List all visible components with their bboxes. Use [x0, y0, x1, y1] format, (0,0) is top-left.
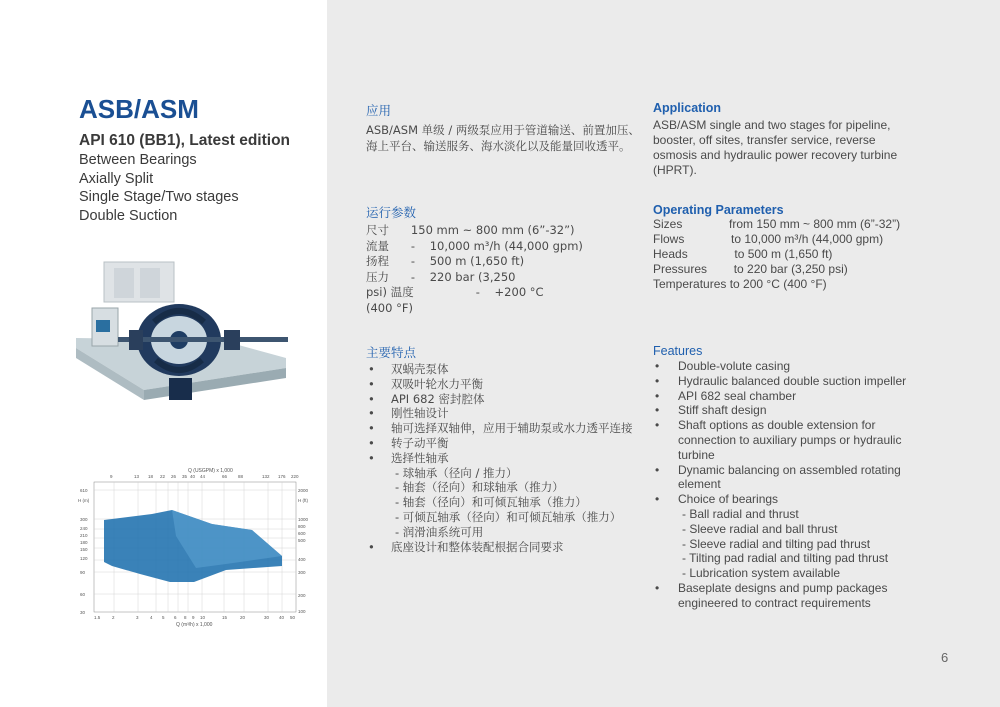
right-tick: 500: [298, 538, 306, 543]
en-application-section: [653, 101, 908, 178]
feature-sub-item: - Ball radial and thrust: [682, 506, 799, 521]
top-tick: 220: [291, 474, 299, 479]
cn-features-section: [366, 343, 641, 554]
left-tick: 240: [80, 526, 88, 531]
bottom-ticks: [94, 615, 296, 620]
left-tick: 150: [80, 547, 88, 552]
cn-operating-row: 扬程 - 500 m (1,650 ft): [366, 254, 525, 269]
feature-item: • 刚性轴设计: [366, 406, 641, 421]
feature-sub-item: - 轴套（径向）和可倾瓦轴承（推力）: [395, 495, 587, 510]
right-tick: 100: [298, 609, 306, 614]
product-description: [79, 151, 239, 225]
en-features-list: [653, 359, 923, 611]
bottom-tick: 50: [290, 615, 296, 620]
top-tick: 132: [262, 474, 270, 479]
description-line: Single Stage/Two stages: [79, 189, 239, 205]
feature-item: • 转子动平衡: [366, 436, 641, 451]
top-tick: 40: [190, 474, 196, 479]
bottom-tick: 6: [174, 615, 177, 620]
top-tick: 35: [182, 474, 188, 479]
bottom-tick: 15: [222, 615, 228, 620]
cn-application-heading: 应用: [366, 103, 392, 118]
description-line: Axially Split: [79, 170, 154, 187]
chart-right-unit: H (ft): [298, 498, 308, 503]
right-ticks: [298, 488, 309, 614]
top-tick: 13: [134, 474, 140, 479]
bottom-tick: 2: [112, 615, 115, 620]
left-tick: 210: [80, 533, 88, 538]
feature-item: • 双吸叶轮水力平衡: [366, 377, 641, 392]
feature-sub-item: - Sleeve radial and ball thrust: [682, 521, 838, 536]
feature-item: • API 682 密封腔体: [366, 392, 641, 407]
bottom-tick: 40: [279, 615, 285, 620]
bottom-tick: 30: [264, 615, 270, 620]
en-features-heading: Features: [653, 344, 703, 358]
left-tick: 610: [80, 488, 88, 493]
left-tick: 120: [80, 556, 88, 561]
pump-cutaway-illustration: [74, 260, 288, 410]
cn-features-list: [366, 362, 641, 554]
feature-sub-item: - 可倾瓦轴承（径向）和可倾瓦轴承（推力）: [395, 509, 622, 524]
bottom-tick: 8: [184, 615, 187, 620]
bottom-tick: 4: [150, 615, 153, 620]
product-title: ASB/ASM: [79, 94, 199, 124]
description-line: Double Suction: [79, 207, 178, 224]
feature-item: • Dynamic balancing on assembled rotating element: [653, 463, 923, 493]
right-tick: 200: [298, 593, 306, 598]
feature-item: • 轴可选择双轴伸，应用于辅助泵或水力透平连接: [366, 421, 641, 436]
feature-item: • 选择性轴承: [366, 451, 641, 466]
left-ticks: [80, 488, 88, 615]
feature-item: • Baseplate designs and pump packages engineered to contract requirements: [653, 581, 923, 611]
feature-sub-item: - Lubrication system available: [682, 566, 841, 581]
page-number: 6: [941, 650, 949, 665]
en-operating-row: Temperatures to 200 °C (400 °F): [653, 277, 827, 291]
left-tick: 30: [80, 610, 86, 615]
cn-features-heading: 主要特点: [366, 345, 417, 360]
bottom-tick: 9: [192, 615, 195, 620]
feature-item: • API 682 seal chamber: [653, 389, 923, 404]
top-tick: 88: [238, 474, 244, 479]
right-tick: 2000: [298, 488, 309, 493]
feature-sub-item: - Sleeve radial and tilting pad thrust: [682, 536, 871, 551]
feature-item: • Choice of bearings: [653, 492, 923, 507]
en-operating-section: [653, 203, 953, 292]
top-tick: 66: [222, 474, 228, 479]
right-tick: 300: [298, 570, 306, 575]
feature-item: • 底座设计和整体装配根据合同要求: [366, 540, 641, 555]
bottom-tick: 20: [240, 615, 246, 620]
cn-operating-row: psi) 温度 - +200 °C: [366, 285, 544, 300]
cn-operating-row: (400 °F): [366, 300, 413, 315]
top-tick: 9: [110, 474, 113, 479]
chart-bottom-label: Q (m³/h) x 1,000: [176, 622, 213, 628]
en-features-section: [653, 344, 923, 611]
chart-left-unit: H (m): [78, 498, 90, 503]
en-operating-row: Sizes from 150 mm ~ 800 mm (6”-32”): [653, 217, 901, 231]
left-tick: 90: [80, 570, 86, 575]
top-tick: 22: [160, 474, 166, 479]
cn-application-section: [366, 101, 641, 154]
en-operating-row: Flows to 10,000 m³/h (44,000 gpm): [653, 232, 884, 246]
performance-coverage-chart: [76, 466, 316, 631]
feature-sub-item: - Tilting pad radial and tilting pad thrust: [682, 551, 889, 566]
feature-item: • Double-volute casing: [653, 359, 923, 374]
left-panel: [0, 0, 327, 707]
en-operating-row: Pressures to 220 bar (3,250 psi): [653, 262, 848, 276]
cn-operating-heading: 运行参数: [366, 205, 417, 220]
right-tick: 400: [298, 557, 306, 562]
cn-operating-list: [366, 223, 641, 317]
right-tick: 600: [298, 531, 306, 536]
feature-item: • Hydraulic balanced double suction impeller: [653, 374, 923, 389]
api-standard: API 610 (BB1), Latest edition: [79, 132, 291, 149]
feature-sub-item: - 轴套（径向）和球轴承（推力）: [395, 480, 564, 495]
bottom-tick: 3: [136, 615, 139, 620]
en-application-heading: Application: [653, 101, 722, 115]
top-tick: 18: [148, 474, 154, 479]
cn-operating-row: 压力 - 220 bar (3,250: [366, 269, 516, 284]
right-tick: 800: [298, 524, 306, 529]
feature-sub-item: - 润滑油系统可用: [395, 524, 484, 539]
bottom-tick: 1.5: [94, 615, 101, 620]
cn-application-text: ASB/ASM 单级 / 两级泵应用于管道输送、前置加压、海上平台、输送服务、海水淡化以及能量回收透平。: [366, 123, 640, 153]
bottom-tick: 10: [200, 615, 206, 620]
chart-top-label: Q (USGPM) x 1,000: [188, 468, 233, 474]
feature-item: • 双蜗壳泵体: [366, 362, 641, 377]
top-tick: 26: [171, 474, 177, 479]
cn-operating-row: 尺寸 150 mm ~ 800 mm (6”-32”): [366, 223, 575, 237]
en-operating-heading: Operating Parameters: [653, 203, 784, 217]
en-operating-row: Heads to 500 m (1,650 ft): [653, 247, 833, 261]
feature-item: • Stiff shaft design: [653, 403, 923, 418]
left-tick: 60: [80, 592, 86, 597]
bottom-tick: 5: [162, 615, 165, 620]
right-tick: 1000: [298, 517, 309, 522]
en-operating-list: [653, 217, 953, 292]
cn-operating-section: [366, 203, 641, 317]
description-line: Between Bearings: [79, 152, 197, 168]
cn-operating-row: 流量 - 10,000 m³/h (44,000 gpm): [366, 238, 583, 253]
feature-item: • Shaft options as double extension for connection to auxiliary pumps or hydraulic turbine: [653, 418, 923, 462]
top-ticks: [110, 474, 299, 479]
top-tick: 44: [200, 474, 206, 479]
en-application-text: ASB/ASM single and two stages for pipeline, booster, off sites, transfer service, reverse osmosis and hydraulic power recovery turbine (HPRT).: [653, 118, 898, 177]
top-tick: 176: [278, 474, 286, 479]
feature-sub-item: - 球轴承（径向 / 推力）: [395, 465, 518, 480]
left-tick: 300: [80, 517, 88, 522]
left-tick: 180: [80, 540, 88, 545]
